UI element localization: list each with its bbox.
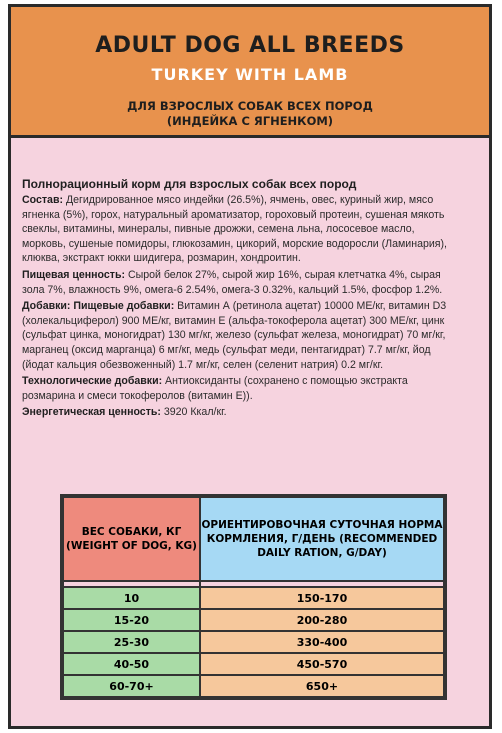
feeding-table (60, 494, 447, 700)
table-row (63, 675, 444, 697)
description-lead: Полнорационный корм для взрослых собак всех пород (22, 177, 357, 191)
header-banner (11, 7, 489, 138)
ration-cell: 330-400 (200, 631, 444, 653)
energy-paragraph (22, 405, 452, 420)
tech-additives-text: Антиоксиданты (сохранено с помощью экстракта розмарина и смеси токоферолов (витамин Е)). (22, 375, 408, 402)
weight-column-header: ВЕС СОБАКИ, КГ (WEIGHT OF DOG, KG) (63, 497, 200, 581)
table-row (63, 653, 444, 675)
table-row (63, 631, 444, 653)
nutrition-label: Пищевая ценность: (22, 268, 125, 281)
energy-label: Энергетическая ценность: (22, 406, 161, 419)
table-row (63, 587, 444, 609)
ration-cell: 200-280 (200, 609, 444, 631)
product-title-ru: ДЛЯ ВЗРОСЛЫХ СОБАК ВСЕХ ПОРОД (127, 99, 373, 113)
composition-label: Состав: (22, 194, 63, 206)
weight-cell: 10 (63, 587, 200, 609)
ration-cell: 450-570 (200, 653, 444, 675)
weight-cell: 60-70+ (63, 675, 200, 697)
product-subtitle-ru: (ИНДЕЙКА С ЯГНЕНКОМ) (166, 114, 334, 128)
energy-text: 3920 Ккал/кг. (160, 406, 227, 419)
product-subtitle: TURKEY WITH LAMB (151, 65, 349, 84)
additives-paragraph (22, 299, 452, 372)
ration-cell: 150-170 (200, 587, 444, 609)
nutrition-paragraph (22, 268, 452, 297)
additives-text: Витамин А (ретинола ацетат) 10000 МЕ/кг, витамин D3 (холекальциферол) 900 МЕ/кг, витамин Е (альфа-токоферола ацетат) 300 МЕ/кг, цинк (сульфат цинка, моногидрат) 130 мг/кг, железо (сульфат железа, моногидрат) 70 мг/кг, марганец (оксид марганца) 6 мг/кг, медь (сульфат меди, пентагидрат) 7.7 мг/кг, йод (йодат кальция обезвоженный) 1.7 мг/кг, селен (селенит натрия) 0.2 мг/кг. (22, 300, 447, 371)
weight-cell: 15-20 (63, 609, 200, 631)
nutrition-text: Сырой белок 27%, сырой жир 16%, сырая клетчатка 4%, сырая зола 7%, влажность 9%, омега-6 2.54%, омега-3 0.32%, кальций 1.5%, фосфор 1.2%. (22, 268, 443, 296)
additives-label: Добавки: Пищевые добавки: (22, 300, 175, 313)
composition-paragraph (22, 193, 452, 266)
product-description (22, 176, 452, 422)
product-title: ADULT DOG ALL BREEDS (95, 33, 405, 58)
weight-cell: 40-50 (63, 653, 200, 675)
tech-additives-label: Технологические добавки: (22, 375, 163, 388)
composition-text: Дегидрированное мясо индейки (26.5%), ячмень, овес, куриный жир, мясо ягненка (5%), горох, натуральный ароматизатор, гороховый протеин, сушеная мякоть свеклы, витамины, минералы, пивные дрожжи, семена льна, лососевое масло, морковь, сушеные помидоры, глюкозамин, цикорий, морские водоросли (Ламинария), клюква, экстракт юкки шидигера, розмарин, хондроитин. (22, 194, 447, 265)
ration-cell: 650+ (200, 675, 444, 697)
weight-cell: 25-30 (63, 631, 200, 653)
tech-additives-paragraph (22, 374, 452, 403)
table-row (63, 609, 444, 631)
ration-column-header: ОРИЕНТИРОВОЧНАЯ СУТОЧНАЯ НОРМА КОРМЛЕНИЯ, Г/ДЕНЬ (RECOMMENDED DAILY RATION, G/DAY) (200, 497, 444, 581)
